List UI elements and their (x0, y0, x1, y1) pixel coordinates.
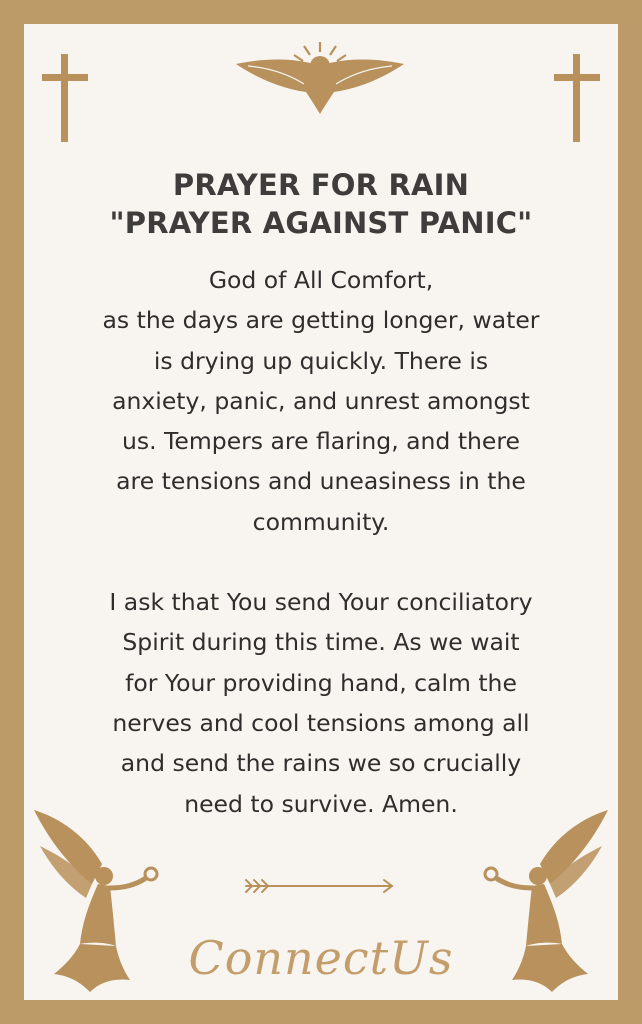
prayer-line: God of All Comfort, (208, 266, 434, 294)
cross-icon (42, 54, 88, 142)
prayer-line: need to survive. Amen. (184, 789, 458, 818)
brand-logo: ConnectUs (188, 931, 454, 985)
paragraph-gap (24, 542, 618, 582)
winged-sun-emblem-icon (234, 38, 406, 118)
prayer-line: is drying up quickly. There is (153, 346, 489, 375)
cross-icon (554, 54, 600, 142)
prayer-line: are tensions and uneasiness in the (116, 467, 526, 496)
prayer-line: us. Tempers are flaring, and there (121, 427, 520, 456)
prayer-line: as the days are getting longer, water (102, 306, 540, 335)
prayer-line: for Your providing hand, calm the (125, 668, 517, 697)
title-line-1: PRAYER FOR RAIN (172, 168, 470, 202)
arrow-icon (244, 876, 396, 896)
prayer-line: and send the rains we so crucially (120, 749, 522, 778)
prayer-card (24, 24, 618, 1000)
prayer-line: nerves and cool tensions among all (112, 708, 530, 737)
prayer-line: anxiety, panic, and unrest amongst (112, 386, 530, 415)
prayer-line: I ask that You send Your conciliatory (109, 588, 533, 617)
prayer-title (24, 166, 618, 242)
title-line-2: "PRAYER AGAINST PANIC" (109, 206, 533, 240)
prayer-line: Spirit during this time. As we wait (122, 628, 520, 657)
prayer-line: community. (252, 507, 390, 536)
prayer-text (24, 260, 618, 824)
